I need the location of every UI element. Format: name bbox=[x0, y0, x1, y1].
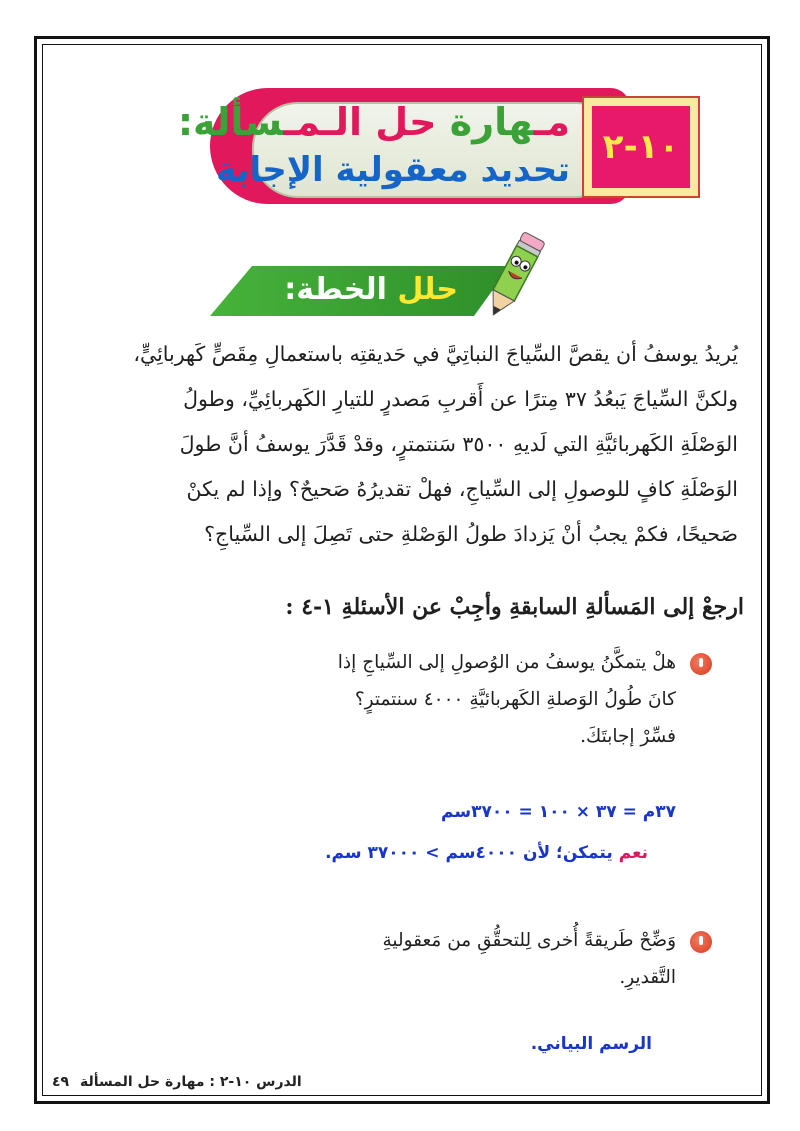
page-footer bbox=[52, 1074, 302, 1090]
pencil-mascot-icon bbox=[478, 226, 550, 326]
answer-1-conclusion: نعم يتمكن؛ لأن ٤٠٠٠سم > ٣٧٠٠٠ سم. bbox=[325, 843, 648, 863]
footer-lesson-label: الدرس ١٠-٢ : مهارة حل المسألة bbox=[79, 1074, 302, 1090]
problem-line: صَحيحًا، فكمْ يجبُ أنْ يَزدادَ طولُ الوَصْلةِ حتى تَصِلَ إلى السِّياجِ؟ bbox=[204, 522, 738, 546]
lesson-number-badge bbox=[582, 96, 700, 198]
plan-heading bbox=[210, 226, 550, 326]
problem-line: يُريدُ يوسفُ أن يقصَّ السِّياجَ النباتِيَّ في حَديقتِه باستعمالِ مِقَصٍّ كَهربائِيٍّ، bbox=[133, 342, 738, 366]
problem-text bbox=[88, 332, 738, 557]
question-bullet-icon bbox=[690, 653, 712, 675]
question-bullet-icon bbox=[690, 931, 712, 953]
problem-line: الوَصْلَةِ الكَهربائيَّةِ التي لَديهِ ٣٥٠٠ سَنتمترٍ، وقدْ قَدَّرَ يوسفُ أنَّ طولَ bbox=[179, 432, 738, 456]
problem-line: الوَصْلَةِ كافٍ للوصولِ إلى السِّياجِ، فهلْ تقديرُهُ صَحيحٌ؟ وإذا لم يكنْ bbox=[186, 477, 738, 501]
problem-line: ولكنَّ السِّياجَ يَبعُدُ ٣٧ مِترًا عن أَقربِ مَصدرٍ للتيارِ الكَهربائِيِّ، وطولُ bbox=[183, 387, 738, 411]
plan-text: حلل الخطة: bbox=[284, 272, 458, 307]
question-2: وَضِّحْ طَريقةً أُخرى لِلتحقُّقِ من مَعقوليةِ التَّقديرِ. bbox=[382, 930, 676, 988]
lesson-subtitle: تحديد معقولية الإجابة bbox=[216, 150, 570, 190]
answer-1-calc: ٣٧م = ٣٧ × ١٠٠ = ٣٧٠٠سم bbox=[441, 802, 676, 822]
lesson-number: ١٠-٢ bbox=[602, 127, 680, 167]
lesson-title: مـهارة حل الـمـسألة: bbox=[177, 100, 570, 144]
answer-2: الرسم البياني. bbox=[530, 1034, 652, 1054]
instruction-heading: ارجعْ إلى المَسألةِ السابقةِ وأجِبْ عن الأسئلةِ ١-٤ : bbox=[285, 594, 744, 620]
question-1: هلْ يتمكَّنُ يوسفُ من الوُصولِ إلى السِّياجِ إذا كانَ طُولُ الوَصلةِ الكَهربائيَّةِ ٤٠٠٠ سنتمترٍ؟ فسِّرْ إجابتَكَ. bbox=[337, 652, 676, 747]
page-number: ٤٩ bbox=[52, 1074, 70, 1090]
lesson-banner bbox=[177, 82, 700, 212]
